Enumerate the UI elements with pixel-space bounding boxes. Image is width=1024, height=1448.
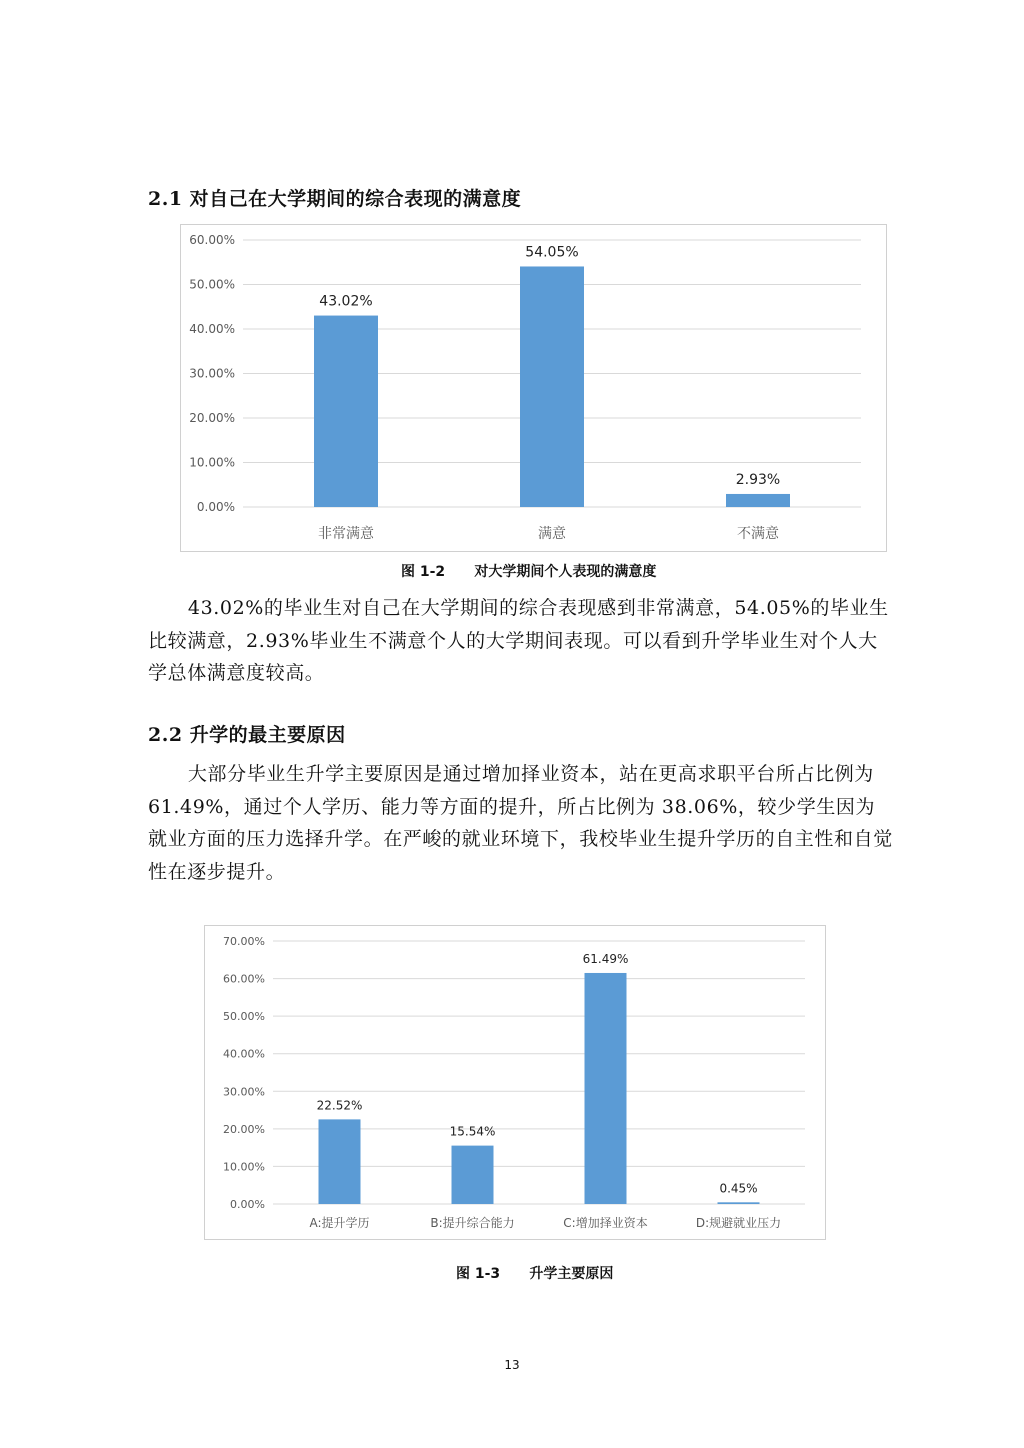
data-label: 54.05%: [525, 244, 579, 261]
paragraph-reasons: [148, 758, 893, 888]
bar: [314, 316, 378, 507]
data-label: 0.45%: [719, 1181, 758, 1196]
y-tick-label: 40.00%: [189, 322, 235, 336]
section-heading-2-1: 2.1 对自己在大学期间的综合表现的满意度: [148, 188, 522, 210]
section-heading-2-2: 2.2 升学的最主要原因: [148, 724, 346, 746]
y-tick-label: 40.00%: [223, 1047, 265, 1061]
y-tick-label: 20.00%: [189, 411, 235, 425]
bar: [585, 973, 627, 1204]
y-tick-label: 0.00%: [230, 1198, 265, 1211]
figure-1-2-caption: 图 1-2 对大学期间个人表现的满意度: [401, 564, 657, 580]
data-label: 43.02%: [319, 293, 373, 310]
figure-1-3-caption: 图 1-3 升学主要原因: [456, 1266, 614, 1282]
x-category-label: A:提升学历: [309, 1216, 370, 1230]
x-category-label: B:提升综合能力: [430, 1216, 515, 1230]
data-label: 61.49%: [582, 951, 629, 966]
y-tick-label: 30.00%: [189, 366, 235, 381]
x-category-label: 不满意: [737, 526, 779, 542]
paragraph-reasons-text: 大部分毕业生升学主要原因是通过增加择业资本，站在更高求职平台所占比例为 61.49%，通过个人学历、能力等方面的提升，所占比例为 38.06%，较少学生因为就业方面的压力选择升学。在严峻的就业环境下，我校毕业生提升学历的自主性和自觉性在逐步提升。: [148, 763, 893, 883]
x-category-label: D:规避就业压力: [695, 1216, 782, 1230]
bar: [718, 1202, 760, 1204]
chart-reasons: [205, 926, 825, 1239]
y-tick-label: 10.00%: [189, 455, 235, 470]
y-tick-label: 60.00%: [223, 972, 265, 986]
page-number: 13: [504, 1358, 520, 1372]
x-category-label: 非常满意: [318, 526, 374, 542]
bar: [520, 266, 584, 507]
chart-satisfaction-frame: [180, 224, 887, 552]
y-tick-label: 50.00%: [189, 277, 235, 292]
data-label: 22.52%: [316, 1098, 363, 1113]
paragraph-satisfaction: [148, 592, 893, 690]
chart-reasons-frame: [204, 925, 826, 1240]
bar: [726, 494, 790, 507]
y-tick-label: 10.00%: [223, 1160, 265, 1174]
y-tick-label: 70.00%: [223, 935, 265, 948]
data-label: 2.93%: [735, 471, 781, 488]
bar: [319, 1119, 361, 1204]
x-category-label: 满意: [538, 526, 566, 542]
y-tick-label: 60.00%: [189, 233, 235, 247]
bar: [452, 1146, 494, 1204]
paragraph-satisfaction-text: 43.02%的毕业生对自己在大学期间的综合表现感到非常满意，54.05%的毕业生比较满意，2.93%毕业生不满意个人的大学期间表现。可以看到升学毕业生对个人大学总体满意度较高。: [148, 597, 889, 684]
y-tick-label: 0.00%: [196, 500, 235, 514]
x-category-label: C:增加择业资本: [563, 1216, 648, 1230]
y-tick-label: 20.00%: [223, 1122, 265, 1136]
y-tick-label: 30.00%: [223, 1085, 265, 1099]
data-label: 15.54%: [449, 1124, 496, 1139]
chart-satisfaction: [181, 225, 886, 551]
y-tick-label: 50.00%: [223, 1010, 265, 1024]
